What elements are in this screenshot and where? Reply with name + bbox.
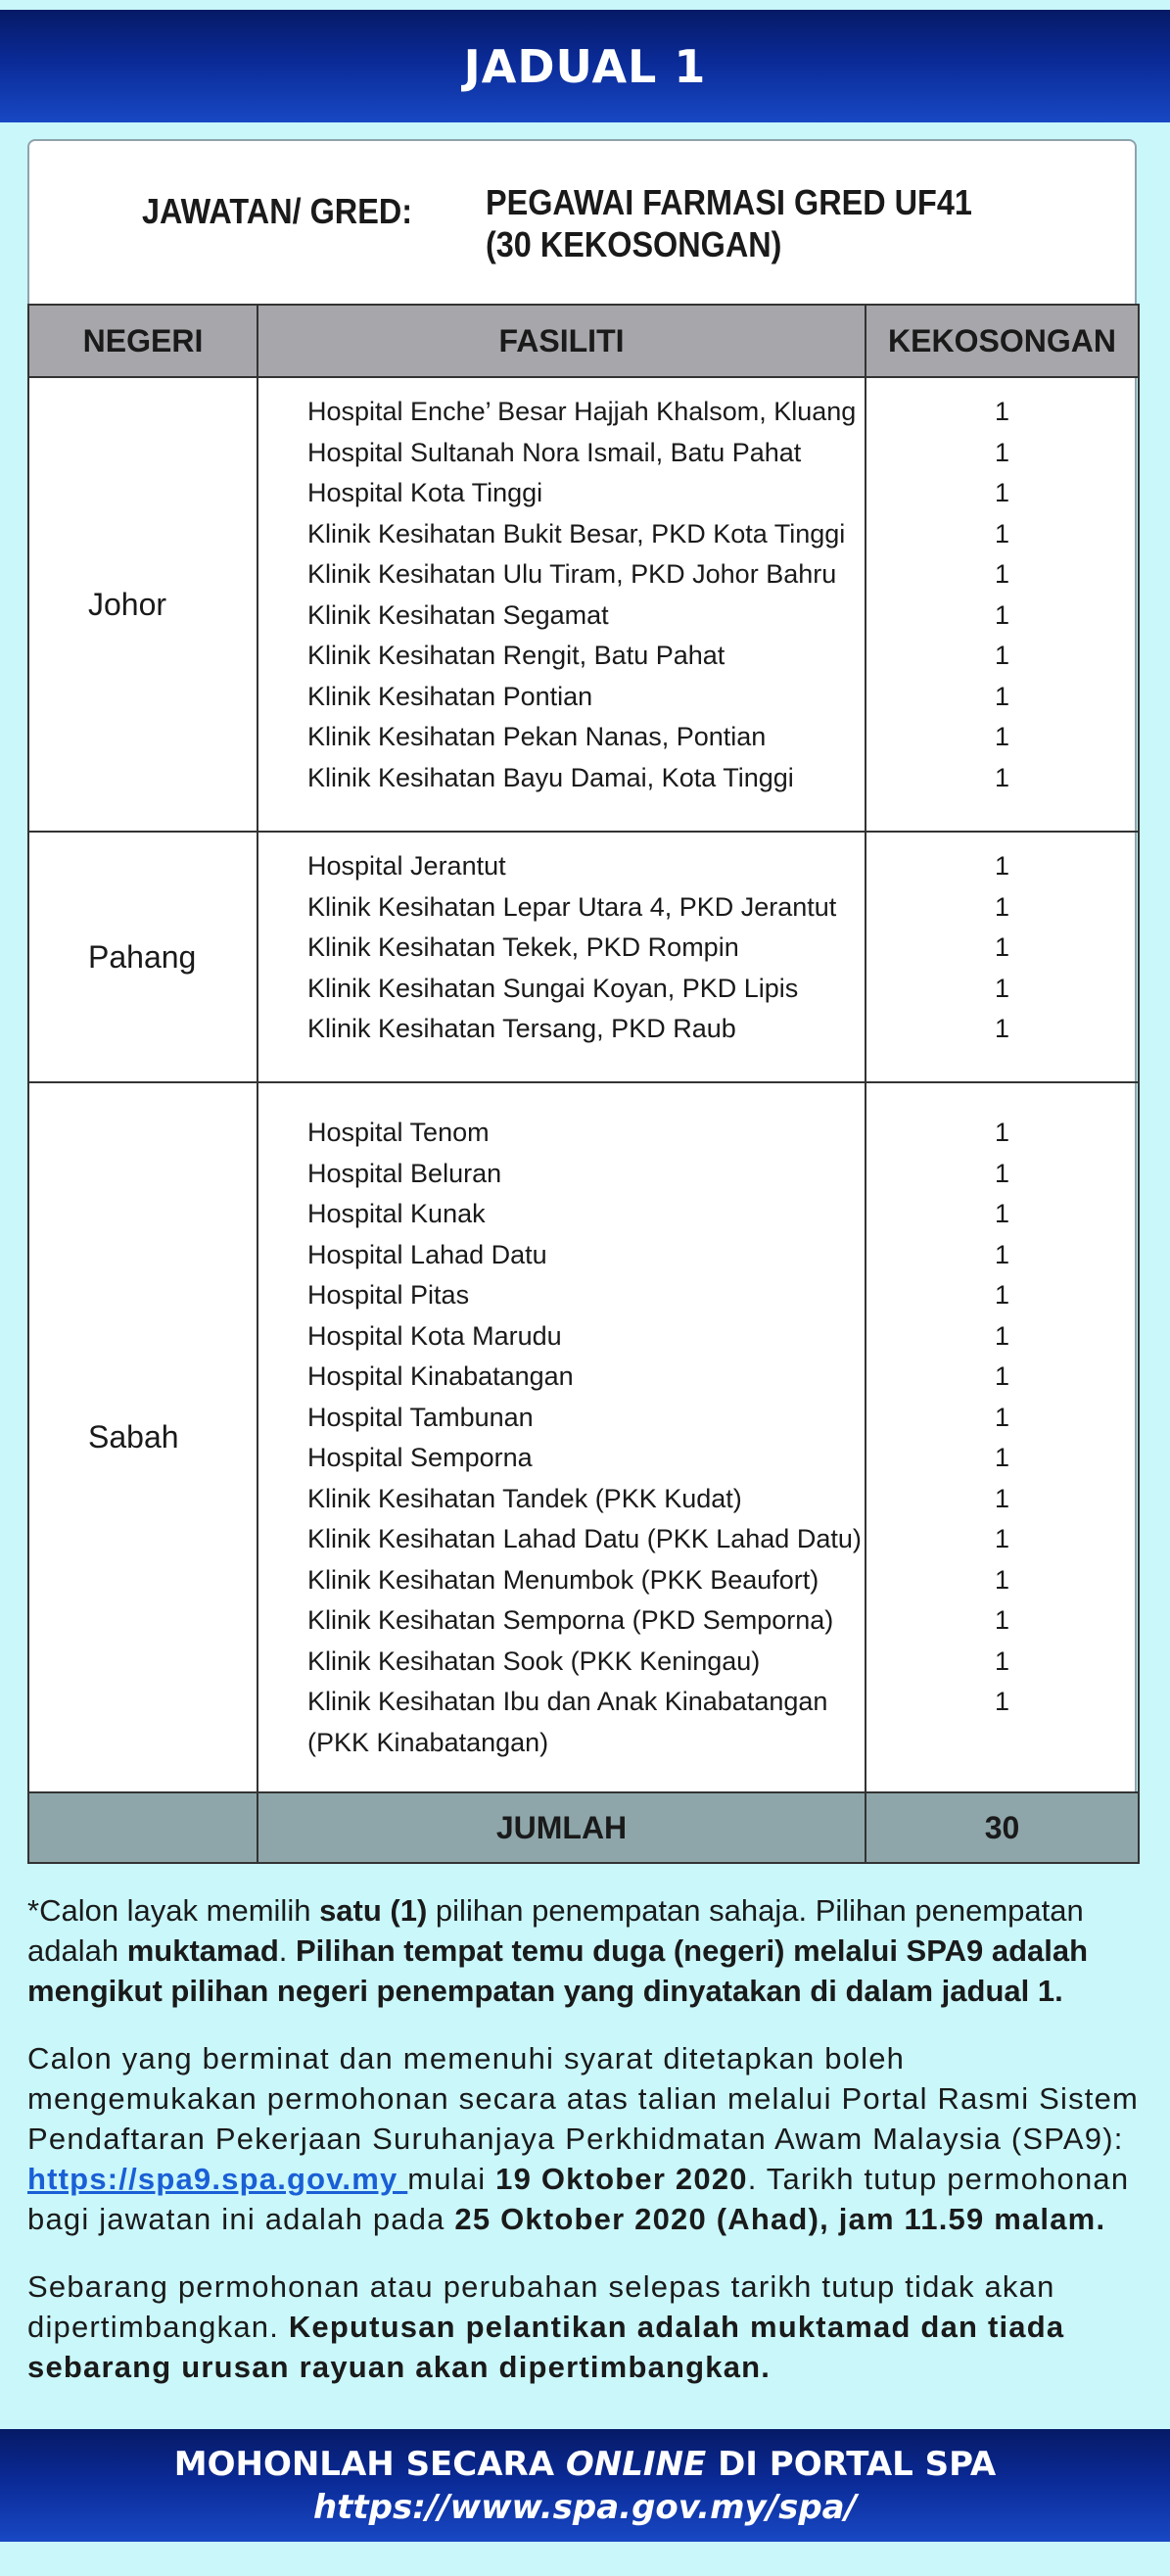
note-bold: Pilihan tempat temu duga (negeri) melalui SPA9 adalah mengikut pilihan negeri penempatan yang dinyatakan di dalam jadual 1. xyxy=(27,1933,1089,2008)
note-bold: 25 Oktober 2020 (Ahad), jam 11.59 malam. xyxy=(454,2202,1106,2236)
state-group-pahang xyxy=(28,832,1139,1082)
kekosongan-cell xyxy=(866,377,1139,832)
jawatan-vacancy-count: (30 KEKOSONGAN) xyxy=(486,224,782,264)
vacancy-count: 1 xyxy=(994,559,1010,589)
facility-item: Klinik Kesihatan Semporna (PKD Semporna) xyxy=(307,1605,834,1635)
total-label: JUMLAH xyxy=(257,1792,866,1863)
note-text: . Tarikh tutup permohonan bagi jawatan ini adalah pada xyxy=(27,2162,1130,2236)
note-text: . xyxy=(278,1933,296,1968)
footer-text-online: ONLINE xyxy=(565,2444,707,2484)
facility-item: Klinik Kesihatan Bayu Damai, Kota Tinggi xyxy=(307,762,794,792)
facility-item: Hospital Enche’ Besar Hajjah Khalsom, Kluang xyxy=(307,397,857,426)
state-group-sabah xyxy=(28,1082,1139,1792)
vacancy-count: 1 xyxy=(994,1646,1010,1676)
facility-item: Klinik Kesihatan Sook (PKK Keningau) xyxy=(307,1646,761,1676)
vacancy-count: 1 xyxy=(994,932,1010,962)
page-title: JADUAL 1 xyxy=(463,39,707,93)
header-banner xyxy=(0,10,1170,122)
vacancy-count: 1 xyxy=(994,851,1010,881)
facility-item: Hospital Kota Tinggi xyxy=(307,478,543,507)
vacancy-count: 1 xyxy=(994,599,1010,630)
vacancy-count: 1 xyxy=(994,1443,1010,1472)
vacancy-count: 1 xyxy=(994,1239,1010,1269)
total-value: 30 xyxy=(866,1792,1139,1863)
facility-item: Hospital Kunak xyxy=(307,1199,486,1228)
vacancy-list xyxy=(866,1113,1138,1723)
fasiliti-cell xyxy=(257,377,866,832)
facility-item: Klinik Kesihatan Lahad Datu (PKK Lahad Datu) xyxy=(307,1524,862,1553)
state-group-johor xyxy=(28,377,1139,832)
note-deadline xyxy=(27,2266,1144,2387)
vacancy-count: 1 xyxy=(994,973,1010,1003)
facility-item: Klinik Kesihatan Tersang, PKD Raub xyxy=(307,1014,736,1043)
facility-item: Klinik Kesihatan Rengit, Batu Pahat xyxy=(307,641,725,670)
negeri-cell xyxy=(28,1082,257,1792)
negeri-cell xyxy=(28,377,257,832)
facility-item: Klinik Kesihatan Pekan Nanas, Pontian xyxy=(307,722,767,751)
vacancy-count: 1 xyxy=(994,1014,1010,1043)
facility-list xyxy=(258,846,865,1050)
vacancy-count: 1 xyxy=(994,891,1010,922)
negeri-name: Pahang xyxy=(88,938,197,975)
vacancy-count: 1 xyxy=(994,1320,1010,1351)
facility-item: Klinik Kesihatan Ibu dan Anak Kinabatangan (PKK Kinabatangan) xyxy=(307,1687,828,1757)
facility-item: Hospital Kota Marudu xyxy=(307,1320,562,1351)
vacancy-count: 1 xyxy=(994,1524,1010,1553)
facility-item: Klinik Kesihatan Tandek (PKK Kudat) xyxy=(307,1483,742,1513)
vacancy-count: 1 xyxy=(994,478,1010,507)
negeri-name: Sabah xyxy=(88,1419,179,1455)
note-text: mulai xyxy=(407,2162,496,2196)
vacancy-count: 1 xyxy=(994,762,1010,792)
vacancy-count: 1 xyxy=(994,1483,1010,1513)
vacancy-count: 1 xyxy=(994,722,1010,751)
vacancy-count: 1 xyxy=(994,681,1010,711)
note-bold: satu (1) xyxy=(319,1893,428,1928)
facility-item: Hospital Lahad Datu xyxy=(307,1239,547,1269)
facility-item: Hospital Beluran xyxy=(307,1158,502,1188)
footer-url[interactable]: https://www.spa.gov.my/spa/ xyxy=(312,2487,858,2527)
footer-text: DI PORTAL SPA xyxy=(706,2444,997,2484)
vacancy-count: 1 xyxy=(994,1605,1010,1635)
facility-item: Klinik Kesihatan Pontian xyxy=(307,681,593,711)
vacancy-count: 1 xyxy=(994,641,1010,670)
kekosongan-cell xyxy=(866,832,1139,1082)
fasiliti-cell xyxy=(257,1082,866,1792)
facility-item: Klinik Kesihatan Menumbok (PKK Beaufort) xyxy=(307,1564,819,1595)
vacancy-count: 1 xyxy=(994,518,1010,549)
facility-item: Hospital Kinabatangan xyxy=(307,1361,574,1391)
header-kekosongan: KEKOSONGAN xyxy=(866,305,1139,377)
facility-list xyxy=(258,1113,865,1763)
facility-item: Hospital Pitas xyxy=(307,1280,470,1310)
vacancy-count: 1 xyxy=(994,1687,1010,1716)
note-selection xyxy=(27,1890,1144,2011)
facility-item: Klinik Kesihatan Lepar Utara 4, PKD Jerantut xyxy=(307,891,837,922)
header-fasiliti: FASILITI xyxy=(257,305,866,377)
negeri-name: Johor xyxy=(88,586,167,622)
vacancy-count: 1 xyxy=(994,1564,1010,1595)
facility-item: Hospital Sultanah Nora Ismail, Batu Pahat xyxy=(307,437,802,467)
vacancy-list xyxy=(866,392,1138,798)
negeri-cell xyxy=(28,832,257,1082)
note-application xyxy=(27,2038,1144,2239)
facility-item: Hospital Tambunan xyxy=(307,1402,534,1432)
note-text: *Calon layak memilih xyxy=(27,1893,320,1928)
footer-cta xyxy=(174,2443,997,2486)
note-bold: muktamad xyxy=(126,1933,279,1968)
vacancy-list xyxy=(866,846,1138,1050)
facility-item: Hospital Semporna xyxy=(307,1443,533,1472)
vacancy-count: 1 xyxy=(994,1118,1010,1147)
facility-item: Klinik Kesihatan Bukit Besar, PKD Kota Tinggi xyxy=(307,518,846,549)
facility-item: Klinik Kesihatan Tekek, PKD Rompin xyxy=(307,932,739,962)
vacancy-table xyxy=(27,304,1138,1864)
jawatan-label: JAWATAN/ GRED: xyxy=(142,191,413,231)
total-empty-cell xyxy=(28,1792,257,1863)
vacancy-count: 1 xyxy=(994,1199,1010,1228)
facility-list xyxy=(258,392,865,798)
vacancy-count: 1 xyxy=(994,397,1010,426)
facility-item: Klinik Kesihatan Segamat xyxy=(307,599,609,630)
note-bold: Keputusan pelantikan adalah muktamad dan tiada sebarang urusan rayuan akan dipertimbangkan. xyxy=(27,2310,1065,2384)
table-header-row xyxy=(28,305,1139,377)
note-text: Calon yang berminat dan memenuhi syarat ditetapkan boleh mengemukakan permohonan secara atas talian melalui Portal Rasmi Sistem Pendaftaran Pekerjaan Suruhanjaya Perkhidmatan Awam Malaysia (SPA9): xyxy=(27,2041,1140,2156)
facility-item: Klinik Kesihatan Sungai Koyan, PKD Lipis xyxy=(307,973,799,1003)
jawatan-title: PEGAWAI FARMASI GRED UF41 xyxy=(486,182,972,222)
facility-item: Hospital Jerantut xyxy=(307,851,506,881)
footer-banner xyxy=(0,2429,1170,2542)
vacancy-count: 1 xyxy=(994,1361,1010,1391)
kekosongan-cell xyxy=(866,1082,1139,1792)
vacancy-count: 1 xyxy=(994,437,1010,467)
footer-text: MOHONLAH SECARA xyxy=(173,2444,566,2484)
note-text: pilihan penempatan sahaja. Pilihan penempatan adalah xyxy=(27,1893,1084,1968)
vacancy-count: 1 xyxy=(994,1280,1010,1310)
vacancy-count: 1 xyxy=(994,1158,1010,1188)
note-bold: 19 Oktober 2020 xyxy=(495,2162,748,2196)
header-negeri: NEGERI xyxy=(28,305,257,377)
total-row xyxy=(28,1792,1139,1863)
fasiliti-cell xyxy=(257,832,866,1082)
facility-item: Klinik Kesihatan Ulu Tiram, PKD Johor Bahru xyxy=(307,559,837,589)
notes-section xyxy=(27,1890,1144,2414)
note-text: Sebarang permohonan atau perubahan selepas tarikh tutup tidak akan dipertimbangkan. xyxy=(27,2269,1055,2344)
facility-item: Hospital Tenom xyxy=(307,1118,490,1147)
vacancy-count: 1 xyxy=(994,1402,1010,1432)
spa9-link[interactable]: https://spa9.spa.gov.my xyxy=(27,2162,408,2196)
jawatan-value xyxy=(486,181,972,265)
